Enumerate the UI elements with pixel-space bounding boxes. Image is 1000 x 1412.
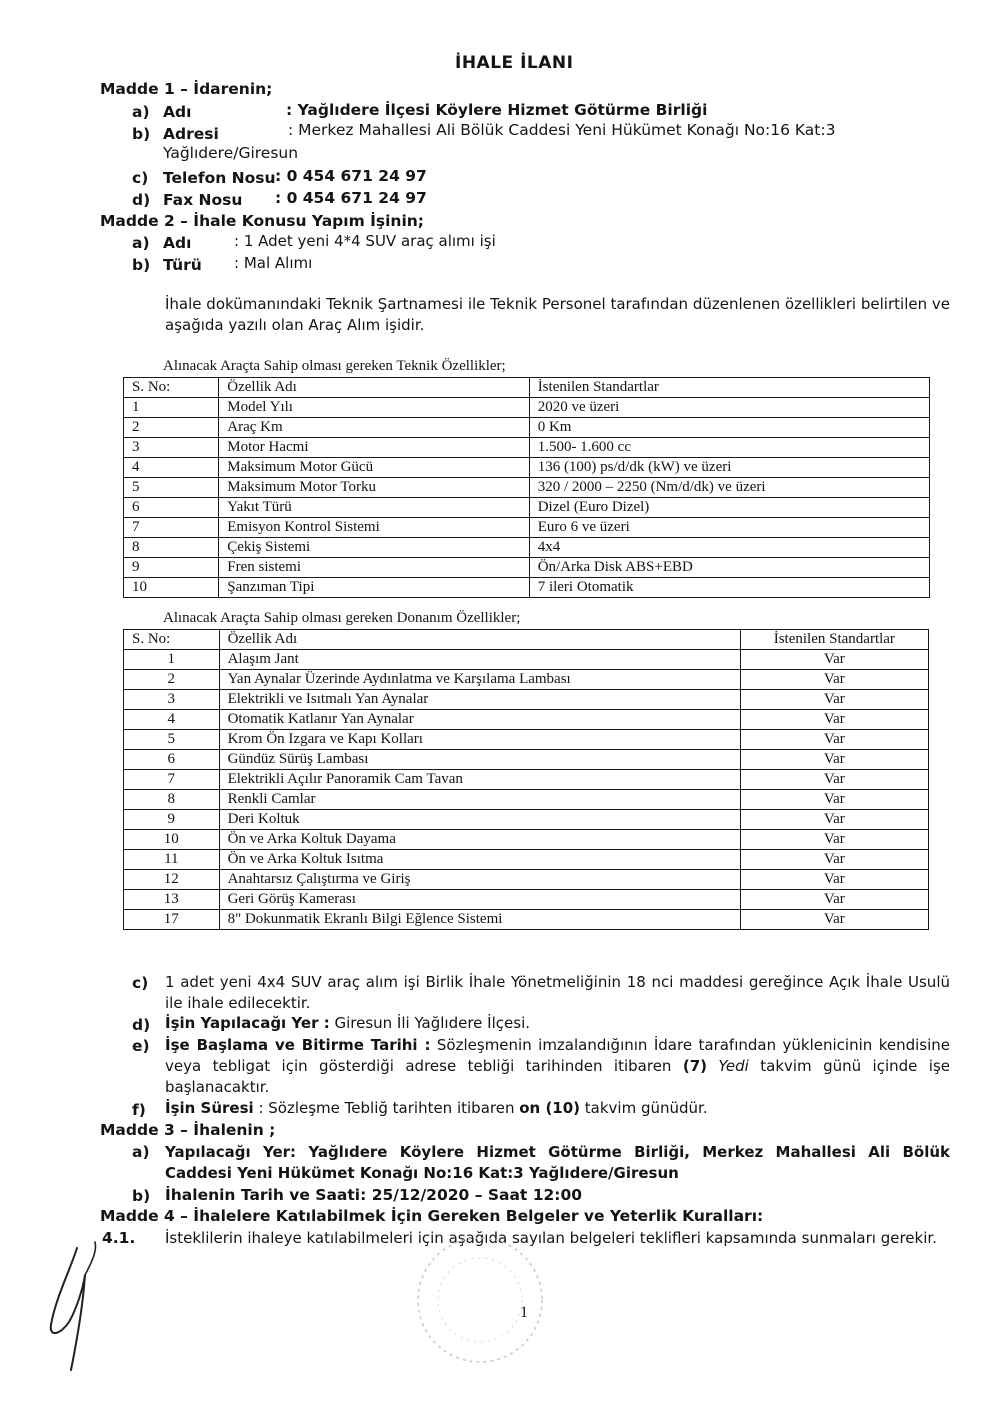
standard-cell: Var (740, 650, 928, 670)
madde2-heading: Madde 2 – İhale Konusu Yapım İşinin; (100, 212, 425, 230)
feature-name-cell: Anahtarsız Çalıştırma ve Giriş (219, 870, 740, 890)
standard-cell: 136 (100) ps/d/dk (kW) ve üzeri (529, 458, 929, 478)
row-number-cell: 8 (124, 538, 219, 558)
donanim-table-row (124, 830, 929, 850)
madde2-f-line (165, 1099, 708, 1117)
madde2-f-text1: : Sözleşme Tebliğ tarihten itibaren (253, 1099, 520, 1117)
donanim-table-row (124, 870, 929, 890)
madde2-e-text2: takvim günü içinde işe başlanacaktır. (165, 1057, 950, 1096)
madde4-heading: Madde 4 – İhalelere Katılabilmek İçin Gereken Belgeler ve Yeterlik Kuralları: (100, 1207, 764, 1225)
row-number-cell: 2 (124, 418, 219, 438)
madde3-heading: Madde 3 – İhalenin ; (100, 1121, 276, 1139)
madde2-a-letter: a) (132, 234, 150, 252)
feature-name-cell: Maksimum Motor Gücü (219, 458, 529, 478)
donanim-table-row (124, 670, 929, 690)
madde4-1-number: 4.1. (102, 1229, 136, 1247)
feature-name-cell: Araç Km (219, 418, 529, 438)
teknik-table-row (124, 418, 930, 438)
donanim-table-row (124, 890, 929, 910)
madde2-b-value: : Mal Alımı (234, 254, 313, 272)
row-number-cell: 10 (124, 578, 219, 598)
madde1-a-label: Adı (163, 103, 192, 121)
row-number-cell: 7 (124, 770, 220, 790)
madde3-a-paragraph (165, 1142, 950, 1184)
feature-name-cell: Yan Aynalar Üzerinde Aydınlatma ve Karşılama Lambası (219, 670, 740, 690)
feature-name-cell: Krom Ön Izgara ve Kapı Kolları (219, 730, 740, 750)
madde3-a-letter: a) (132, 1143, 150, 1161)
madde2-b-label: Türü (163, 256, 202, 274)
madde3-a-value: Yağlıdere Köylere Hizmet Götürme Birliği, Merkez Mahallesi Ali Bölük Caddesi Yeni Hükümet Konağı No:16 Kat:3 Yağlıdere/Giresun (165, 1143, 950, 1182)
madde2-d-letter: d) (132, 1016, 151, 1034)
donanim-table-row (124, 650, 929, 670)
row-number-cell: 10 (124, 830, 220, 850)
row-number-cell: 2 (124, 670, 220, 690)
madde2-d-line (165, 1014, 530, 1032)
feature-name-cell: 8" Dokunmatik Ekranlı Bilgi Eğlence Sistemi (219, 910, 740, 930)
feature-name-cell: Otomatik Katlanır Yan Aynalar (219, 710, 740, 730)
donanim-header-cell: Özellik Adı (219, 630, 740, 650)
donanim-table-row (124, 690, 929, 710)
madde2-description: İhale dokümanındaki Teknik Şartnamesi ile Teknik Personel tarafından düzenlenen özellikleri belirtilen ve aşağıda yazılı olan Araç Alım işidir. (165, 295, 950, 334)
standard-cell: Var (740, 730, 928, 750)
feature-name-cell: Elektrikli ve Isıtmalı Yan Aynalar (219, 690, 740, 710)
row-number-cell: 7 (124, 518, 219, 538)
feature-name-cell: Renkli Camlar (219, 790, 740, 810)
row-number-cell: 3 (124, 690, 220, 710)
teknik-table (123, 377, 930, 598)
standard-cell: 2020 ve üzeri (529, 398, 929, 418)
teknik-table-row (124, 538, 930, 558)
teknik-table-row (124, 578, 930, 598)
row-number-cell: 1 (124, 398, 219, 418)
standard-cell: Var (740, 910, 928, 930)
donanim-table-row (124, 750, 929, 770)
row-number-cell: 17 (124, 910, 220, 930)
feature-name-cell: Emisyon Kontrol Sistemi (219, 518, 529, 538)
feature-name-cell: Alaşım Jant (219, 650, 740, 670)
madde2-f-label: İşin Süresi (165, 1099, 254, 1117)
feature-name-cell: Şanzıman Tipi (219, 578, 529, 598)
feature-name-cell: Ön ve Arka Koltuk Dayama (219, 830, 740, 850)
standard-cell: Var (740, 690, 928, 710)
feature-name-cell: Gündüz Sürüş Lambası (219, 750, 740, 770)
standard-cell: Ön/Arka Disk ABS+EBD (529, 558, 929, 578)
feature-name-cell: Geri Görüş Kamerası (219, 890, 740, 910)
row-number-cell: 13 (124, 890, 220, 910)
donanim-header-cell: İstenilen Standartlar (740, 630, 928, 650)
standard-cell: 4x4 (529, 538, 929, 558)
row-number-cell: 5 (124, 730, 220, 750)
standard-cell: Var (740, 870, 928, 890)
teknik-header-cell: Özellik Adı (219, 378, 529, 398)
teknik-header-cell: İstenilen Standartlar (529, 378, 929, 398)
teknik-table-row (124, 498, 930, 518)
row-number-cell: 6 (124, 498, 219, 518)
madde2-e-letter: e) (132, 1037, 150, 1055)
madde3-b-line (165, 1186, 582, 1204)
feature-name-cell: Deri Koltuk (219, 810, 740, 830)
teknik-table-row (124, 398, 930, 418)
madde1-b-letter: b) (132, 125, 151, 143)
teknik-table-row (124, 558, 930, 578)
donanim-table-row (124, 730, 929, 750)
standard-cell: Var (740, 770, 928, 790)
madde4-1-text: İsteklilerin ihaleye katılabilmeleri için aşağıda sayılan belgeleri teklifleri kapsamında sunmaları gerekir. (165, 1229, 937, 1247)
standard-cell: Var (740, 810, 928, 830)
row-number-cell: 4 (124, 458, 219, 478)
row-number-cell: 8 (124, 790, 220, 810)
donanim-table-row (124, 850, 929, 870)
teknik-header-row (124, 378, 930, 398)
document-title: İHALE İLANI (455, 53, 574, 73)
standard-cell: 1.500- 1.600 cc (529, 438, 929, 458)
donanim-table-row (124, 770, 929, 790)
donanim-table (123, 629, 929, 930)
madde2-a-value: : 1 Adet yeni 4*4 SUV araç alımı işi (234, 232, 496, 250)
madde2-e-paragraph (165, 1035, 950, 1098)
madde2-f-duration: on (10) (519, 1099, 581, 1117)
madde1-d-label: Fax Nosu (163, 191, 243, 209)
row-number-cell: 9 (124, 558, 219, 578)
madde1-b-value-line2: Yağlıdere/Giresun (163, 144, 299, 162)
page-number: 1 (520, 1304, 528, 1321)
madde1-d-letter: d) (132, 191, 151, 209)
madde1-a-value: : Yağlıdere İlçesi Köylere Hizmet Götürme Birliği (286, 101, 708, 119)
madde2-e-label: İşe Başlama ve Bitirme Tarihi : (165, 1036, 431, 1054)
row-number-cell: 6 (124, 750, 220, 770)
donanim-caption: Alınacak Araçta Sahip olması gereken Donanım Özellikler; (163, 610, 521, 626)
madde2-b-letter: b) (132, 256, 151, 274)
row-number-cell: 5 (124, 478, 219, 498)
standard-cell: Var (740, 670, 928, 690)
feature-name-cell: Motor Hacmi (219, 438, 529, 458)
madde1-heading: Madde 1 – İdarenin; (100, 80, 273, 98)
teknik-table-row (124, 438, 930, 458)
teknik-table-row (124, 518, 930, 538)
signature-icon (25, 1230, 145, 1400)
madde2-c-letter: c) (132, 974, 149, 992)
standard-cell: 7 ileri Otomatik (529, 578, 929, 598)
donanim-table-row (124, 790, 929, 810)
madde3-a-label: Yapılacağı Yer: (165, 1143, 297, 1161)
donanim-table-row (124, 810, 929, 830)
madde2-e-days-number: (7) (682, 1057, 707, 1075)
standard-cell: Var (740, 790, 928, 810)
teknik-caption: Alınacak Araçta Sahip olması gereken Teknik Özellikler; (163, 358, 506, 374)
madde2-c-text: 1 adet yeni 4x4 SUV araç alım işi Birlik İhale Yönetmeliğinin 18 nci maddesi gereğince Açık İhale Usulü ile ihale edilecektir. (165, 973, 950, 1012)
madde3-b-letter: b) (132, 1187, 151, 1205)
madde2-e-days-word: Yedi (707, 1057, 749, 1075)
feature-name-cell: Çekiş Sistemi (219, 538, 529, 558)
madde2-f-text2: takvim günüdür. (580, 1099, 708, 1117)
madde1-c-letter: c) (132, 169, 149, 187)
madde2-e-text1: Sözleşmenin imzalandığının İdare tarafından yüklenicinin kendisine veya tebligat için gösterdiği adrese tebliği tarihinden itibaren (165, 1036, 951, 1075)
madde1-a-letter: a) (132, 103, 150, 121)
donanim-table-row (124, 710, 929, 730)
teknik-table-row (124, 458, 930, 478)
teknik-header-cell: S. No: (124, 378, 219, 398)
madde2-d-value: Giresun İli Yağlıdere İlçesi. (329, 1014, 530, 1032)
standard-cell: 0 Km (529, 418, 929, 438)
madde1-d-value: : 0 454 671 24 97 (275, 189, 427, 207)
madde3-b-value: 25/12/2020 – Saat 12:00 (366, 1186, 583, 1204)
standard-cell: Var (740, 710, 928, 730)
donanim-header-cell: S. No: (124, 630, 220, 650)
standard-cell: Dizel (Euro Dizel) (529, 498, 929, 518)
madde1-c-value: : 0 454 671 24 97 (275, 167, 427, 185)
row-number-cell: 4 (124, 710, 220, 730)
row-number-cell: 3 (124, 438, 219, 458)
madde1-c-label: Telefon Nosu (163, 169, 276, 187)
madde2-a-label: Adı (163, 234, 192, 252)
stamp-icon (410, 1220, 550, 1390)
row-number-cell: 1 (124, 650, 220, 670)
row-number-cell: 11 (124, 850, 220, 870)
standard-cell: Var (740, 750, 928, 770)
feature-name-cell: Fren sistemi (219, 558, 529, 578)
feature-name-cell: Yakıt Türü (219, 498, 529, 518)
standard-cell: Var (740, 830, 928, 850)
madde1-b-value: : Merkez Mahallesi Ali Bölük Caddesi Yeni Hükümet Konağı No:16 Kat:3 (288, 121, 836, 139)
donanim-table-row (124, 910, 929, 930)
madde2-f-letter: f) (132, 1101, 146, 1119)
feature-name-cell: Elektrikli Açılır Panoramik Cam Tavan (219, 770, 740, 790)
madde3-b-label: İhalenin Tarih ve Saati: (165, 1186, 367, 1204)
madde1-b-label: Adresi (163, 125, 219, 143)
standard-cell: Var (740, 890, 928, 910)
feature-name-cell: Ön ve Arka Koltuk Isıtma (219, 850, 740, 870)
standard-cell: Euro 6 ve üzeri (529, 518, 929, 538)
standard-cell: Var (740, 850, 928, 870)
standard-cell: 320 / 2000 – 2250 (Nm/d/dk) ve üzeri (529, 478, 929, 498)
row-number-cell: 12 (124, 870, 220, 890)
feature-name-cell: Model Yılı (219, 398, 529, 418)
row-number-cell: 9 (124, 810, 220, 830)
donanim-header-row (124, 630, 929, 650)
feature-name-cell: Maksimum Motor Torku (219, 478, 529, 498)
madde2-d-label: İşin Yapılacağı Yer : (165, 1014, 330, 1032)
teknik-table-row (124, 478, 930, 498)
